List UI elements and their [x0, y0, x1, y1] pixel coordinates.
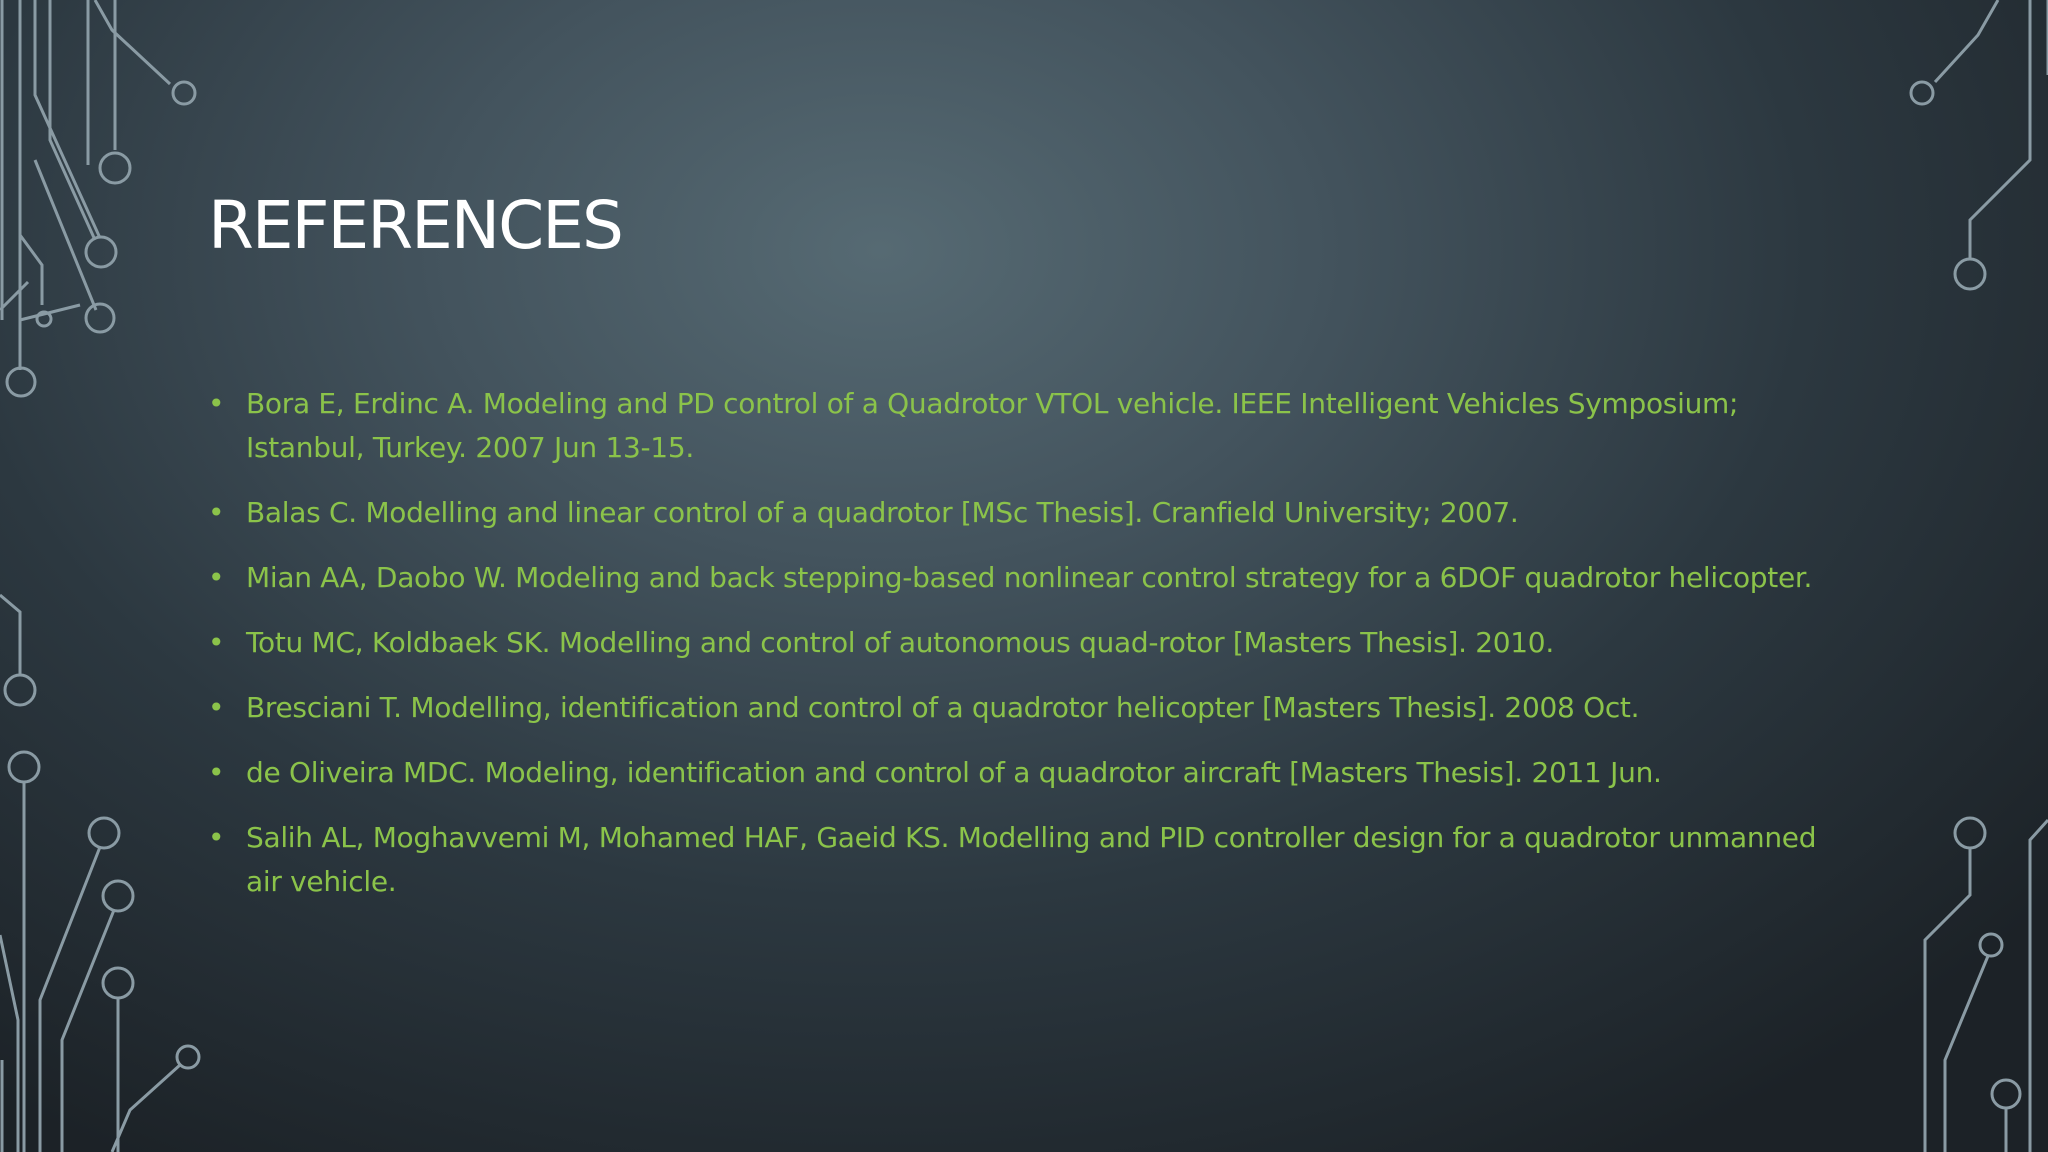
reference-item: [208, 686, 1848, 730]
references-list: [208, 382, 1848, 925]
reference-item: [208, 491, 1848, 535]
bullet-icon: •: [208, 496, 225, 529]
reference-item: [208, 751, 1848, 795]
reference-text: Salih AL, Moghavvemi M, Mohamed HAF, Gaeid KS. Modelling and PID controller design for a quadrotor unmanned air vehicle.: [246, 821, 1817, 898]
bullet-icon: •: [208, 756, 225, 789]
circuit-bottom-right: [1925, 818, 2048, 1152]
reference-text: Bresciani T. Modelling, identification and control of a quadrotor helicopter [Masters Thesis]. 2008 Oct.: [246, 691, 1640, 724]
reference-text: Balas C. Modelling and linear control of a quadrotor [MSc Thesis]. Cranfield University; 2007.: [246, 496, 1519, 529]
slide-title: REFERENCES: [208, 187, 622, 264]
reference-text: de Oliveira MDC. Modeling, identification and control of a quadrotor aircraft [Masters Thesis]. 2011 Jun.: [246, 756, 1662, 789]
reference-item: [208, 816, 1848, 904]
reference-text: Mian AA, Daobo W. Modeling and back stepping-based nonlinear control strategy for a 6DOF quadrotor helicopter.: [246, 561, 1813, 594]
reference-item: [208, 621, 1848, 665]
bullet-icon: •: [208, 691, 225, 724]
circuit-top-left: [0, 0, 195, 396]
reference-item: [208, 556, 1848, 600]
reference-text: Bora E, Erdinc A. Modeling and PD control of a Quadrotor VTOL vehicle. IEEE Intelligent Vehicles Symposium; Istanbul, Turkey. 2007 Jun 13-15.: [246, 387, 1739, 464]
reference-item: [208, 382, 1848, 470]
reference-text: Totu MC, Koldbaek SK. Modelling and control of autonomous quad-rotor [Masters Thesis]. 2010.: [246, 626, 1554, 659]
circuit-top-right: [1911, 0, 2048, 289]
bullet-icon: •: [208, 626, 225, 659]
bullet-icon: •: [208, 387, 225, 420]
bullet-icon: •: [208, 821, 225, 854]
circuit-bottom-left: [0, 595, 199, 1152]
bullet-icon: •: [208, 561, 225, 594]
